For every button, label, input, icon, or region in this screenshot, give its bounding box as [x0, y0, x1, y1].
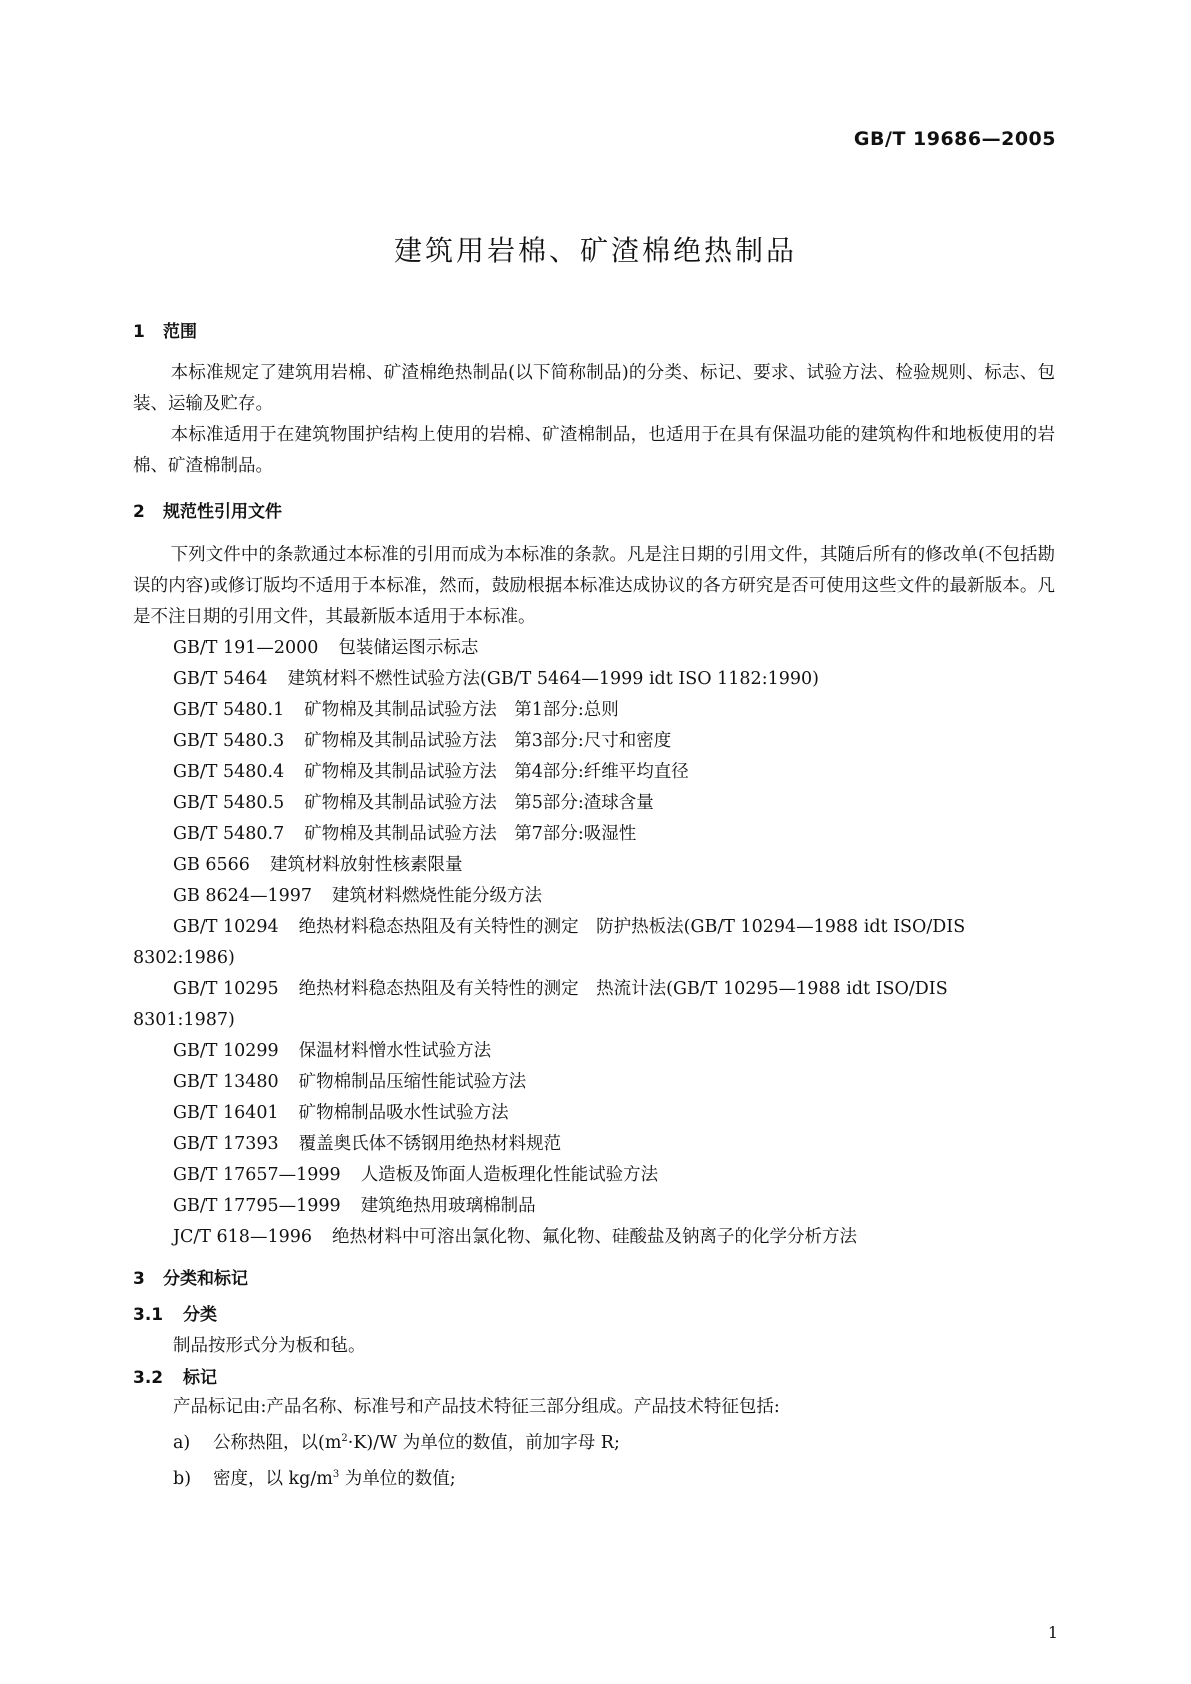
reference-title: 矿物棉制品吸水性试验方法	[298, 1103, 509, 1123]
paragraph: 本标准规定了建筑用岩棉、矿渣棉绝热制品(以下简称制品)的分类、标记、要求、试验方法、检验规则、标志、包装、运输及贮存。	[133, 363, 1055, 414]
reference-item	[133, 1098, 1055, 1129]
reference-code: GB 6566	[173, 855, 250, 875]
reference-item	[133, 881, 1055, 912]
list-text: ·K)/W 为单位的数值，前加字母 R;	[347, 1432, 620, 1453]
reference-item	[133, 1222, 1055, 1253]
section-title: 规范性引用文件	[163, 502, 282, 522]
reference-title: 保温材料憎水性试验方法	[298, 1041, 492, 1061]
superscript: 3	[332, 1468, 340, 1480]
reference-code: GB/T 10299	[173, 1041, 279, 1061]
superscript: 2	[341, 1433, 348, 1444]
subsection-number: 3.1	[133, 1305, 164, 1325]
reference-title: 矿物棉制品压缩性能试验方法	[298, 1072, 527, 1092]
list-item	[133, 1459, 1055, 1495]
reference-code: JC/T 618—1996	[173, 1227, 312, 1247]
reference-item	[133, 1036, 1055, 1067]
list-text: 密度，以 kg/m	[213, 1468, 333, 1489]
reference-item	[133, 1160, 1055, 1191]
reference-item	[133, 850, 1055, 881]
reference-item	[133, 912, 1055, 974]
reference-item	[133, 695, 1055, 726]
reference-item	[133, 1067, 1055, 1098]
reference-title: 矿物棉及其制品试验方法 第3部分:尺寸和密度	[304, 731, 672, 751]
section-number: 1	[133, 322, 145, 342]
reference-code: GB/T 16401	[173, 1103, 279, 1123]
document-body	[133, 320, 1055, 1495]
reference-title: 矿物棉及其制品试验方法 第4部分:纤维平均直径	[304, 762, 689, 782]
list-item	[133, 1423, 1055, 1459]
reference-item	[133, 726, 1055, 757]
reference-title: 建筑材料不燃性试验方法(GB/T 5464—1999 idt ISO 1182:1990)	[287, 669, 819, 689]
list-text: 为单位的数值;	[339, 1468, 456, 1489]
list-text: 公称热阻，以(m	[213, 1432, 342, 1453]
section-1-heading	[133, 320, 1055, 344]
reference-title: 矿物棉及其制品试验方法 第7部分:吸湿性	[304, 824, 637, 844]
reference-code: GB/T 191—2000	[173, 638, 319, 658]
reference-title: 矿物棉及其制品试验方法 第5部分:渣球含量	[304, 793, 654, 813]
reference-title: 绝热材料中可溶出氯化物、氟化物、硅酸盐及钠离子的化学分析方法	[331, 1227, 857, 1247]
section-3-heading	[133, 1267, 1055, 1291]
section-2-heading	[133, 500, 1055, 524]
reference-item	[133, 1191, 1055, 1222]
reference-title: 包装储运图示标志	[338, 638, 479, 658]
subsection-title: 标记	[183, 1368, 217, 1388]
section-title: 分类和标记	[163, 1269, 248, 1289]
paragraph: 本标准适用于在建筑物围护结构上使用的岩棉、矿渣棉制品，也适用于在具有保温功能的建筑构件和地板使用的岩棉、矿渣棉制品。	[133, 425, 1055, 476]
reference-item	[133, 1129, 1055, 1160]
subsection-number: 3.2	[133, 1368, 164, 1388]
reference-code: GB/T 5480.5	[173, 793, 285, 813]
reference-code: GB/T 17657—1999	[173, 1165, 341, 1185]
reference-code: GB/T 5480.3	[173, 731, 285, 751]
paragraph: 下列文件中的条款通过本标准的引用而成为本标准的条款。凡是注日期的引用文件，其随后所有的修改单(不包括勘误的内容)或修订版均不适用于本标准，然而，鼓励根据本标准达成协议的各方研究是否可使用这些文件的最新版本。凡是不注日期的引用文件，其最新版本适用于本标准。	[133, 545, 1055, 627]
reference-title: 绝热材料稳态热阻及有关特性的测定 防护热板法(GB/T 10294—1988 idt ISO/DIS 8302:1986)	[133, 917, 966, 968]
section-number: 2	[133, 502, 145, 522]
reference-title: 人造板及饰面人造板理化性能试验方法	[360, 1165, 659, 1185]
paragraph: 产品标记由:产品名称、标准号和产品技术特征三部分组成。产品技术特征包括:	[173, 1397, 780, 1417]
reference-code: GB/T 5480.1	[173, 700, 285, 720]
reference-title: 建筑材料燃烧性能分级方法	[331, 886, 542, 906]
reference-item	[133, 974, 1055, 1036]
subsection-3-1-heading	[133, 1303, 1055, 1327]
reference-code: GB/T 5480.4	[173, 762, 285, 782]
list-marker: b)	[173, 1468, 192, 1489]
reference-code: GB/T 17393	[173, 1134, 279, 1154]
standard-code: GB/T 19686—2005	[853, 128, 1056, 150]
reference-code: GB/T 5464	[173, 669, 268, 689]
section-number: 3	[133, 1269, 145, 1289]
page-number: 1	[1047, 1623, 1058, 1642]
reference-item	[133, 757, 1055, 788]
reference-title: 建筑材料放射性核素限量	[269, 855, 463, 875]
reference-item	[133, 788, 1055, 819]
subsection-title: 分类	[183, 1305, 217, 1325]
reference-item	[133, 819, 1055, 850]
paragraph: 制品按形式分为板和毡。	[173, 1336, 366, 1356]
reference-title: 建筑绝热用玻璃棉制品	[360, 1196, 536, 1216]
reference-title: 绝热材料稳态热阻及有关特性的测定 热流计法(GB/T 10295—1988 idt ISO/DIS 8301:1987)	[133, 979, 948, 1030]
reference-code: GB/T 5480.7	[173, 824, 285, 844]
reference-item	[133, 664, 1055, 695]
reference-title: 矿物棉及其制品试验方法 第1部分:总则	[304, 700, 619, 720]
reference-code: GB/T 10295	[173, 979, 279, 999]
reference-code: GB 8624—1997	[173, 886, 312, 906]
reference-code: GB/T 10294	[173, 917, 279, 937]
list-marker: a)	[173, 1432, 191, 1453]
reference-list	[133, 633, 1055, 1253]
document-title: 建筑用岩棉、矿渣棉绝热制品	[393, 234, 797, 267]
reference-code: GB/T 17795—1999	[173, 1196, 341, 1216]
section-title: 范围	[163, 322, 197, 342]
reference-title: 覆盖奥氏体不锈钢用绝热材料规范	[298, 1134, 562, 1154]
reference-item	[133, 633, 1055, 664]
subsection-3-2-heading	[133, 1366, 1055, 1390]
reference-code: GB/T 13480	[173, 1072, 279, 1092]
